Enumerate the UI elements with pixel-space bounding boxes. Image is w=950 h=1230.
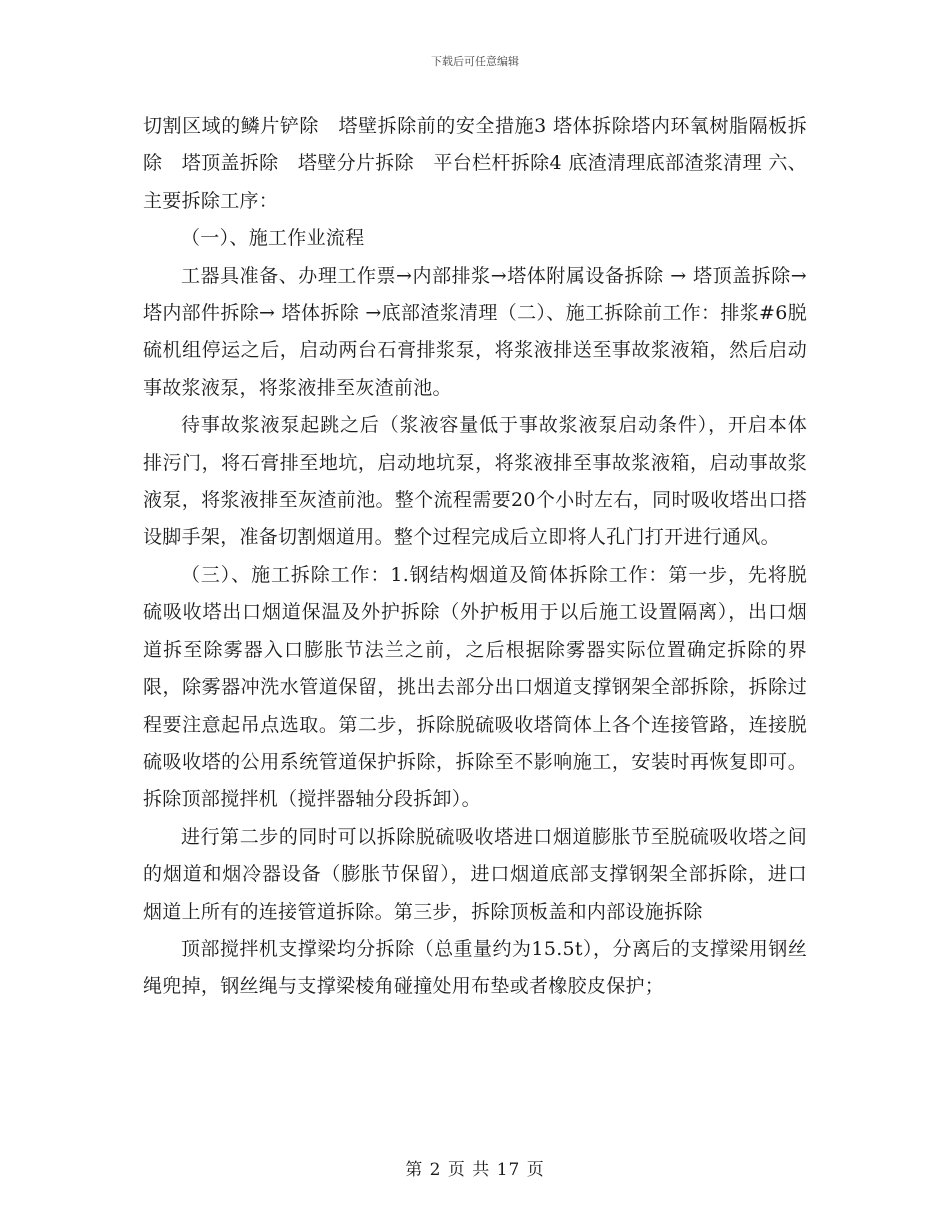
page-number: 第 2 页 共 17 页 — [405, 1160, 545, 1180]
paragraph: 进行第二步的同时可以拆除脱硫吸收塔进口烟道膨胀节至脱硫吸收塔之间的烟道和烟冷器设备（膨胀节保留），进口烟道底部支撑钢架全部拆除，进口烟道上所有的连接管道拆除。第三步，拆除顶板盖和内部设施拆除 — [143, 825, 807, 923]
paragraph: 顶部搅拌机支撑梁均分拆除（总重量约为15.5t），分离后的支撑梁用钢丝绳兜掉，钢丝绳与支撑梁棱角碰撞处用布垫或者橡胶皮保护； — [143, 937, 807, 998]
page-header: 下载后可任意编辑 — [431, 55, 519, 68]
paragraph: （一）、施工作业流程 — [181, 227, 365, 250]
paragraph: 切割区域的鳞片铲除 塔壁拆除前的安全措施3 塔体拆除塔内环氧树脂隔板拆除 塔顶盖拆除 塔壁分片拆除 平台栏杆拆除4 底渣清理底部渣浆清理 六、主要拆除工序： — [143, 115, 807, 212]
document-body — [143, 108, 807, 1006]
paragraph: 工器具准备、办理工作票→内部排浆→塔体附属设备拆除 → 塔顶盖拆除→塔内部件拆除→ 塔体拆除 →底部渣浆清理（二）、施工拆除前工作：排浆#6脱硫机组停运之后，启动两台石膏排浆泵，将浆液排送至事故浆液箱，然后启动事故浆液泵，将浆液排至灰渣前池。 — [143, 264, 807, 399]
paragraph: （三）、施工拆除工作：1.钢结构烟道及简体拆除工作：第一步，先将脱硫吸收塔出口烟道保温及外护拆除（外护板用于以后施工设置隔离），出口烟道拆至除雾器入口膨胀节法兰之前，之后根据除雾器实际位置确定拆除的界限，除雾器冲洗水管道保留，挑出去部分出口烟道支撑钢架全部拆除，拆除过程要注意起吊点选取。第二步，拆除脱硫吸收塔筒体上各个连接管路，连接脱硫吸收塔的公用系统管道保护拆除，拆除至不影响施工，安装时再恢复即可。拆除顶部搅拌机（搅拌器轴分段拆卸）。 — [143, 563, 807, 811]
paragraph: 待事故浆液泵起跳之后（浆液容量低于事故浆液泵启动条件），开启本体排污门，将石膏排至地坑，启动地坑泵，将浆液排至事故浆液箱，启动事故浆液泵，将浆液排至灰渣前池。整个流程需要20个小时左右，同时吸收塔出口搭设脚手架，准备切割烟道用。整个过程完成后立即将人孔门打开进行通风。 — [143, 414, 807, 549]
